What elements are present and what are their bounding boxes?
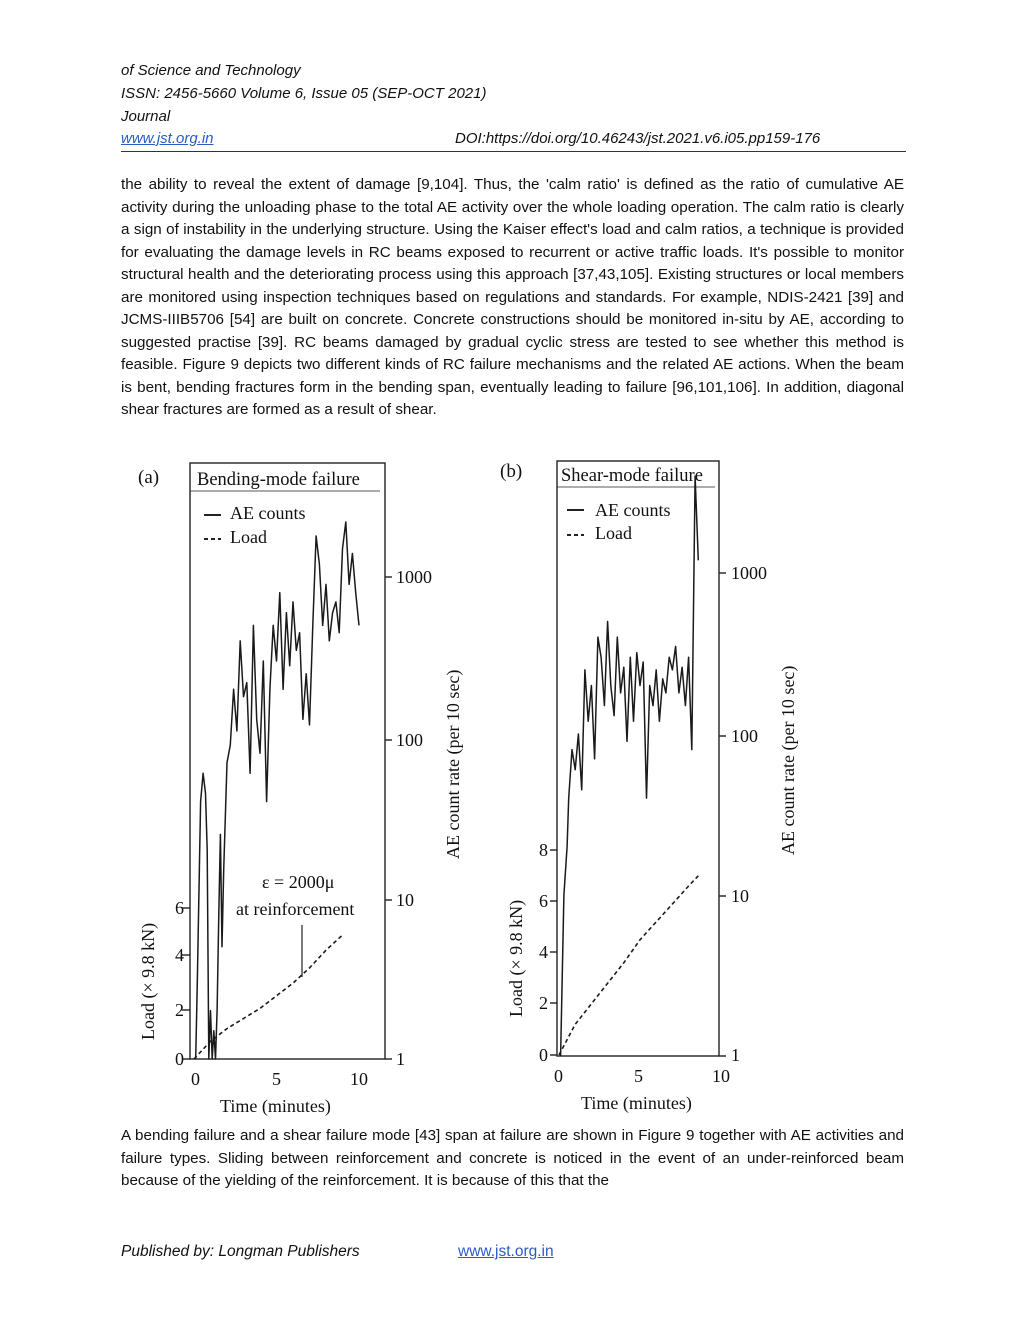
panel-a-series-ae-counts-line — [196, 522, 359, 1059]
panel-b-y-tick-4: 4 — [539, 942, 548, 962]
panel-a-x-tick-10: 10 — [350, 1069, 368, 1089]
panel-a-y-tick-6: 6 — [175, 898, 184, 918]
header-divider — [121, 151, 906, 152]
panel-b-y-tick-6: 6 — [539, 891, 548, 911]
panel-a-y-tick-2: 2 — [175, 1000, 184, 1020]
panel-b-y-tick-0: 0 — [539, 1045, 548, 1065]
journal-word: Journal — [121, 108, 171, 125]
header-website-link[interactable]: www.jst.org.in — [121, 130, 214, 147]
panel-a-tag: (a) — [138, 467, 160, 488]
panel-a-x-tick-5: 5 — [272, 1069, 281, 1089]
panel-b-right-axis — [719, 563, 799, 1065]
panel-a-annotation-strain: ε = 2000μ — [262, 872, 335, 892]
panel-b-y2-tick-1000: 1000 — [731, 563, 767, 583]
panel-a-y2-label: AE count rate (per 10 sec) — [443, 669, 463, 859]
panel-b-left-axis — [506, 840, 557, 1065]
body-paragraph-1: the ability to reveal the extent of damage [9,104]. Thus, the 'calm ratio' is defined as the ratio of cumulative AE activity during the unloading phase to the total AE activity over the whole loading operation. The calm ratio is clearly a sign of instability in the underlying structure. Using the Kaiser effect's load and calm ratios, a technique is provided for evaluating the damage levels in RC beams exposed to recurrent or active traffic loads. It's possible to monitor structural health and the deteriorating process using this approach [37,43,105]. Existing structures or local members are monitored using inspection techniques based on regulations and standards. For example, NDIS-2421 [39] and JCMS-IIIB5706 [54] are built on concrete. Concrete constructions should be monitored in-situ by AE, according to suggested practise [39]. RC beams damaged by gradual cyclic stress are tested to see whether this method is feasible. Figure 9 depicts two different kinds of RC failure mechanisms and the related AE actions. When the beam is bent, bending fractures form in the bending span, eventually leading to failure [96,101,106]. In addition, diagonal shear fractures are formed as a result of shear. — [121, 176, 904, 418]
footer-publisher: Published by: Longman Publishers — [121, 1243, 360, 1260]
panel-b-y-tick-8: 8 — [539, 840, 548, 860]
panel-b-y2-tick-100: 100 — [731, 726, 758, 746]
doi-text: DOI:https://doi.org/10.46243/jst.2021.v6.i05.pp159-176 — [455, 130, 821, 147]
footer-website-link[interactable]: www.jst.org.in — [458, 1243, 554, 1260]
panel-a-right-axis — [385, 567, 464, 1069]
panel-a-y2-tick-10: 10 — [396, 890, 414, 910]
panel-a-x-tick-0: 0 — [191, 1069, 200, 1089]
panel-a-legend-load: Load — [230, 527, 267, 547]
panel-a-y-tick-0: 0 — [175, 1049, 184, 1069]
panel-a-y-tick-4: 4 — [175, 945, 184, 965]
panel-b-x-label: Time (minutes) — [581, 1093, 692, 1113]
figure-svg — [130, 455, 810, 1120]
journal-name: of Science and Technology — [121, 62, 301, 79]
panel-b-y-label: Load (× 9.8 kN) — [506, 899, 526, 1017]
panel-b-y-tick-2: 2 — [539, 993, 548, 1013]
panel-a-legend-counts: AE counts — [230, 503, 306, 523]
panel-a-frame — [190, 463, 385, 1059]
panel-a-annotation-reinforcement: at reinforcement — [236, 899, 355, 919]
panel-b-series-ae-counts-line — [561, 476, 699, 1056]
body-paragraph-2: A bending failure and a shear failure mode [43] span at failure are shown in Figure 9 together with AE activities and failure types. Sliding between reinforcement and concrete is noticed in the event of an under-reinforced beam because of the yielding of the reinforcement. It is because of this that the — [121, 1127, 904, 1189]
panel-b-y2-tick-10: 10 — [731, 886, 749, 906]
panel-a-plot-area — [194, 522, 359, 1059]
panel-a-y2-tick-1000: 1000 — [396, 567, 432, 587]
panel-b-x-tick-10: 10 — [712, 1066, 730, 1086]
panel-b-legend-counts: AE counts — [595, 500, 671, 520]
figure-9 — [130, 455, 810, 1120]
panel-b-x-tick-5: 5 — [634, 1066, 643, 1086]
panel-a-x-axis — [191, 1069, 368, 1117]
issn-line: ISSN: 2456-5660 Volume 6, Issue 05 (SEP-OCT 2021) — [121, 85, 487, 102]
panel-a-y2-tick-1: 1 — [396, 1049, 405, 1069]
panel-a-x-label: Time (minutes) — [220, 1096, 331, 1116]
panel-b-legend-load: Load — [595, 523, 632, 543]
panel-b-y2-tick-1: 1 — [731, 1045, 740, 1065]
panel-b-tag: (b) — [500, 461, 523, 482]
panel-a-y-label: Load (× 9.8 kN) — [138, 922, 158, 1040]
panel-b-plot-area — [559, 476, 698, 1056]
panel-b-x-axis — [554, 1066, 730, 1114]
panel-b-y2-label: AE count rate (per 10 sec) — [778, 665, 798, 855]
panel-b-title: Shear-mode failure — [561, 466, 703, 486]
panel-a — [138, 463, 464, 1117]
panel-a-left-axis — [138, 898, 190, 1069]
panel-b-x-tick-0: 0 — [554, 1066, 563, 1086]
panel-a-y2-tick-100: 100 — [396, 730, 423, 750]
panel-a-title: Bending-mode failure — [197, 470, 360, 490]
panel-b-series-load-line — [559, 876, 698, 1055]
panel-b — [500, 461, 799, 1114]
